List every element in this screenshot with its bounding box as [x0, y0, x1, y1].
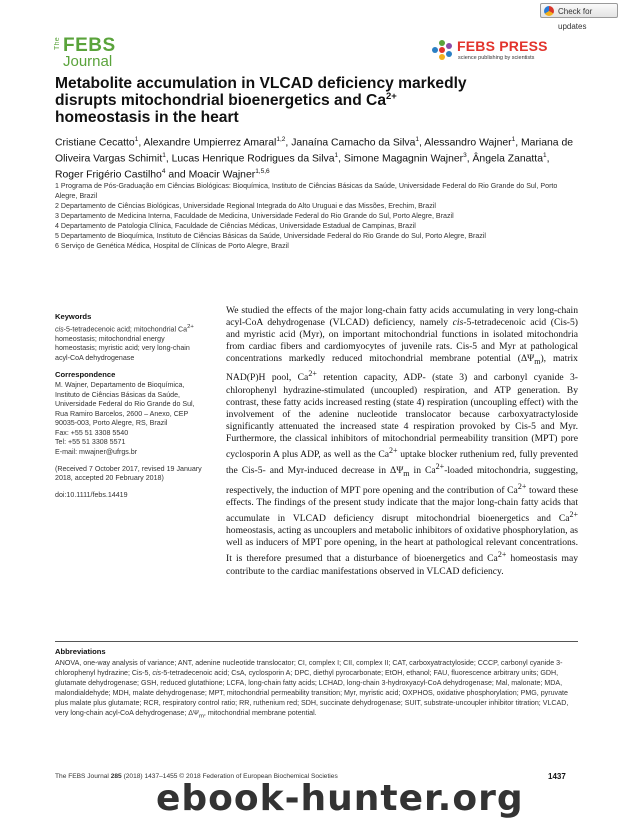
correspondence-line: Rua Ramiro Barcelos, 2600 – Anexo, CEP — [55, 409, 189, 418]
author-name: Ângela Zanatta — [472, 153, 543, 165]
article-title — [55, 75, 575, 126]
abstract-sup: 2+ — [569, 509, 578, 519]
abstract-sub: m — [403, 469, 410, 479]
abbr-italic: cis — [152, 669, 162, 677]
keywords-part-2: homeostasis; mitochondrial energy homeostasis; myristic acid; very long-chain acyl-CoA dehydrogenase — [55, 334, 190, 362]
affiliation-item: 6 Serviço de Genética Médica, Hospital de Clínicas de Porto Alegre, Brazil — [55, 242, 289, 250]
affiliation-item: 4 Departamento de Patologia Clínica, Faculdade de Ciências Médicas, Universidade Estadual de Campinas, Brazil — [55, 222, 416, 230]
abstract-sup: 2+ — [435, 462, 445, 472]
affiliation-item: 5 Departamento de Bioquímica, Instituto de Ciências Básicas da Saúde, Universidade Federal do Rio Grande do Sul, Porto Alegre, Brazil — [55, 232, 486, 240]
author-affiliation-marker: 1 — [415, 136, 419, 143]
author-affiliation-marker: 1,5,6 — [255, 167, 270, 175]
abbr-part: -5-tetradecenoic acid; CsA, cyclosporin A; DPC, diethyl pyrocarbonate; EtOH, ethanol; FAU, fluorescence arbitrary units; GDH, glutamate dehydrogenase; GSH, reduced glutathione; LCFA, long-chain fatty acids; LCHAD, long-chain 3-hydroxyacyl-CoA dehydrogenase; Mal, malonate; MDA, malondialdehyde; MDH, malate dehydrogenase; MPT, mitochondrial permeability transition; Myr, myristic acid; OXPHOS, oxidative phosphorylation; PMG, pyruvate plus malate plus glutamate; RCR, respiratory control ratio; RR, ruthenium red; SDH, succinate dehydrogenase; SUIT, substrate-uncoupler inhibitor titration; VLCAD, very long-chain acyl-CoA dehydrogenase; ΔΨ — [55, 669, 569, 717]
press-logo-tagline: science publishing by scientists — [458, 55, 535, 61]
affiliation-item: 2 Departamento de Ciências Biológicas, Universidade Regional Integrada do Alto Uruguai e das Missões, Erechim, Brazil — [55, 202, 436, 210]
title-superscript: 2+ — [386, 90, 397, 102]
abstract-part: retention capacity, ADP- (state 3) and carbonyl cyanide 3-chlorophenyl hydrazine-stimulated (uncoupled) respiration, and ATP generation. By contrast, these fatty acids increased resting (state 4) respiration (uncoupling effect) with the involvement of the adenine nucleotide translocator because carboxyatractyloside significantly attenuated the increased state 4 respiration provoked by Cis-5 and Myr. Furthermore, the classical inhibitors of mitochondrial permeability transition (MPT) pore cyclosporin A plus ADP, as well as the Ca — [226, 372, 578, 461]
footer-volume: 285 — [110, 773, 122, 780]
abstract-part: -5-tetradecenoic acid (Cis-5) and myristic acid (Myr), on important mitochondrial functions in isolated mitochondria from cardiac fibers and cardiomyocytes of juvenile rats. Cis-5 and Myr at pathological concentrations markedly reduced mitochondrial membrane potential (ΔΨ — [226, 317, 578, 365]
doi-section — [55, 491, 205, 501]
abbreviations-heading: Abbreviations — [55, 647, 106, 656]
abstract-part: toward these effects. The findings of the present study indicate that the major long-chain fatty acids that accumulate in VLCAD deficiency disrupt mitochondrial bioenergetics and Ca — [226, 484, 578, 525]
abstract-sup: 2+ — [497, 550, 507, 560]
affiliation-item: 3 Departamento de Medicina Interna, Faculdade de Medicina, Universidade Federal do Rio Grande do Sul, Porto Alegre, Brazil — [55, 212, 454, 220]
author-affiliation-marker: 1 — [162, 151, 166, 159]
author-name: Lucas Henrique Rodrigues da Silva — [171, 153, 335, 165]
abbr-part: ANOVA, one-way analysis of variance; ANT, adenine nucleotide translocator; CI, complex I; CII, complex II; CAT, carboxyatractyloside; CCCP, carbonyl cyanide 3-chlorophenyl hydrazine; Cis-5, — [55, 659, 563, 677]
doi-link[interactable]: doi:10.1111/febs.14419 — [55, 490, 128, 499]
author-name: Alessandro Wajner — [424, 137, 512, 149]
abstract-text — [226, 305, 578, 578]
author-affiliation-marker: 4 — [161, 167, 166, 175]
correspondence-line: 90035-003, Porto Alegre, RS, Brazil — [55, 419, 168, 428]
abstract-part: homeostasis, acting as uncouplers and metabolic inhibitors of oxidative phosphorylation, as well as inducers of MPT pore opening, in the heart at pathological relevant concentrations. It is therefore presumed that a disturbance of bioenergetics and Ca — [226, 525, 578, 565]
keywords-sup: 2+ — [187, 323, 194, 330]
correspondence-heading: Correspondence — [55, 370, 116, 380]
keywords-italic: cis — [55, 324, 64, 333]
journal-logo-name: FEBS — [63, 35, 116, 56]
abstract-sup: 2+ — [517, 481, 527, 491]
correspondence-line: Tel: +55 51 3308 5571 — [55, 438, 126, 447]
received-dates: (Received 7 October 2017, revised 19 January 2018, accepted 20 February 2018) — [55, 464, 202, 483]
author-name: Simone Magagnin Wajner — [343, 153, 464, 165]
abbr-sub: m — [198, 713, 204, 720]
abbreviations-text — [55, 658, 578, 721]
abstract-part: uptake blocker ruthenium red, fully prevented the Cis-5- and Myr-induced decrease in ΔΨ — [226, 449, 578, 477]
abbr-part: , mitochondrial membrane potential. — [203, 709, 317, 717]
correspondence-line: Universidade Federal do Rio Grande do Sul, — [55, 400, 195, 409]
author-name: Alexandre Umpierrez Amaral — [143, 137, 277, 149]
correspondence-line: Fax: +55 51 3308 5540 — [55, 428, 129, 437]
abstract-part: in Ca — [409, 465, 436, 477]
footer-journal: The FEBS Journal — [55, 773, 111, 780]
abstract-sub: m — [534, 357, 541, 367]
keywords-heading: Keywords — [55, 312, 92, 321]
correspondence-line: Instituto de Ciências Básicas da Saúde, — [55, 390, 181, 399]
abstract-part: -loaded mitochondria, suggesting, respectively, the induction of MPT pore opening and the contribution of Ca — [226, 465, 578, 496]
febs-press-dots-icon — [432, 39, 454, 61]
correspondence-section — [55, 370, 205, 457]
author-name: Janaína Camacho da Silva — [291, 137, 416, 149]
sidebar-column — [55, 312, 205, 507]
author-affiliation-marker: 1 — [134, 136, 139, 143]
abstract-part: homeostasis may contribute to the cardiac manifestations observed in VLCAD deficiency. — [226, 553, 579, 577]
abstract-sup: 2+ — [308, 369, 317, 379]
author-affiliation-marker: 1 — [542, 151, 547, 159]
journal-logo-prefix: The — [54, 37, 61, 50]
check-for-updates-button[interactable] — [540, 3, 618, 31]
page-number: 1437 — [548, 772, 566, 781]
press-logo-name: FEBS PRESS — [457, 38, 548, 54]
check-for-updates-label: Check for updates — [558, 7, 593, 31]
author-name: Cristiane Cecatto — [55, 137, 135, 149]
febs-press-logo — [432, 37, 572, 65]
author-affiliation-marker: 1,2 — [276, 136, 286, 143]
correspondence-line: M. Wajner, Departamento de Bioquímica, — [55, 380, 185, 389]
section-divider — [55, 641, 578, 642]
febs-journal-logo — [54, 35, 116, 71]
affiliation-list — [55, 181, 575, 251]
footer-rest: (2018) 1437–1455 © 2018 Federation of European Biochemical Societies — [121, 773, 338, 780]
author-affiliation-marker: 3 — [463, 151, 467, 159]
author-name: Mariana de Oliveira Vargas Schimit — [55, 137, 573, 165]
author-affiliation-marker: 1 — [511, 136, 516, 143]
title-line-1: Metabolite accumulation in VLCAD deficiency markedly — [55, 75, 467, 92]
journal-logo-word: Journal — [63, 53, 113, 70]
keywords-part-1: -5-tetradecenoic acid; mitochondrial Ca — [63, 324, 188, 333]
abbreviations-section — [55, 647, 578, 721]
author-name: Roger Frigério Castilho — [55, 169, 162, 181]
keywords-text — [55, 323, 205, 364]
author-affiliation-marker: 1 — [334, 151, 339, 159]
watermark: ebook-hunter.org — [156, 778, 524, 819]
correspondence-text — [55, 381, 205, 458]
abstract-italic: cis — [452, 317, 464, 329]
author-name: Moacir Wajner — [188, 169, 256, 181]
received-section — [55, 465, 205, 484]
keywords-section — [55, 312, 205, 363]
abstract-part: We studied the effects of the major long-chain fatty acids accumulating in very long-chain acyl-CoA dehydrogenase (VLCAD) deficiency, namely — [226, 305, 578, 329]
abstract-sup: 2+ — [389, 446, 398, 456]
crossmark-icon — [544, 6, 554, 16]
abstract-part: ), matrix NAD(P)H pool, Ca — [226, 353, 578, 384]
title-line-3: homeostasis in the heart — [55, 109, 239, 126]
title-line-2: disrupts mitochondrial bioenergetics and Ca — [55, 92, 386, 109]
author-list: Cristiane Cecatto$^1$, Alexandre Umpierrez Amaral$^{1,2}$, Janaína Camacho da Silva$^1$, Alessandro Wajner$^1$, Mariana de Oliveira Vargas Schimit$^1$, Lucas Henrique Rodrigues da Silva$^1$, Simone Magagnin Wajner$^3$, Ângela Zanatta$^1$, Roger Frigério Castilho$^4$ and Moacir Wajner$^{1,5,6}$ — [55, 136, 573, 181]
affiliation-item: 1 Programa de Pós-Graduação em Ciências Biológicas: Bioquímica, Instituto de Ciências Básicas da Saúde, Universidade Federal do Rio Grande do Sul, Porto Alegre, Brazil — [55, 182, 558, 200]
correspondence-line[interactable]: E-mail: mwajner@ufrgs.br — [55, 448, 138, 457]
